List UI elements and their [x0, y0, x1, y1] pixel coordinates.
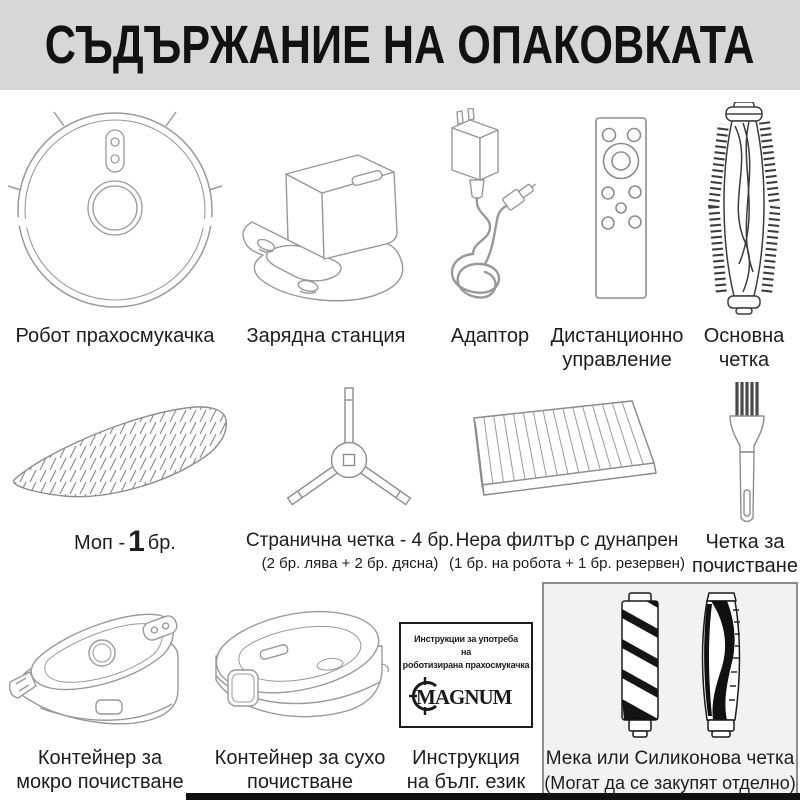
adapter-label: Адаптор [450, 325, 530, 347]
side-brush-note: (2 бр. лява + 2 бр. дясна) [261, 554, 439, 572]
mop-label [20, 524, 230, 560]
hepa-filter-label: Нера филтър с дунапрен (1 бр. на робота + 1 бр. резервен) [447, 530, 687, 574]
robot-label: Робот прахосмукачка [15, 325, 215, 347]
dock-label: Зарядна станция [246, 325, 406, 347]
cleaning-brush-label: Четка за почистване [692, 531, 798, 577]
dry-container-illustration [202, 592, 394, 744]
remote-label: Дистанционно управление [550, 325, 684, 371]
mop-quantity: 1 [128, 525, 145, 558]
wet-container-illustration [4, 596, 194, 744]
side-brush-illustration [263, 382, 435, 518]
manual-label: Инструкция на бълг. език [406, 747, 526, 793]
page-title: СЪДЪРЖАНИЕ НА ОПАКОВКАТА [45, 15, 755, 75]
charging-dock-illustration [236, 148, 416, 310]
cleaning-brush-illustration [714, 372, 776, 528]
dry-container-label: Контейнер за сухо почистване [214, 747, 386, 793]
header [0, 0, 800, 90]
side-brush-label: Странична четка - 4 бр. (2 бр. лява + 2 бр. дясна) [245, 530, 455, 572]
optional-brushes-label: Мека или Силиконова четка (Могат да се закупят отделно) [544, 748, 796, 793]
card-line-2: на [460, 647, 472, 658]
hepa-filter-note: (1 бр. на робота + 1 бр. резервен) [449, 554, 685, 572]
instruction-card [399, 622, 533, 728]
magnum-brand-text: MAGNUM [416, 685, 512, 710]
power-adapter-illustration [432, 108, 544, 312]
card-line-1: Инструкции за употреба [414, 634, 518, 644]
magnum-logo [408, 676, 524, 716]
optional-brushes-note: (Могат да се закупят отделно) [544, 772, 796, 793]
silicone-brush-illustration [698, 592, 744, 744]
hepa-filter-illustration [452, 393, 666, 509]
optional-brushes-box [542, 582, 798, 798]
remote-control-illustration [594, 116, 650, 300]
mop-label-prefix: Моп - [74, 532, 126, 554]
robot-vacuum-illustration [8, 104, 222, 316]
mop-label-suffix: бр. [147, 532, 176, 554]
photo-edge-bar [186, 793, 800, 800]
card-line-3: роботизирана прахосмукачка [402, 660, 530, 671]
main-brush-illustration [708, 102, 780, 316]
main-brush-label: Основна четка [703, 325, 785, 371]
mop-cloth-illustration [8, 398, 236, 504]
wet-container-label: Контейнер за мокро почистване [16, 747, 184, 793]
soft-brush-illustration [620, 592, 660, 744]
